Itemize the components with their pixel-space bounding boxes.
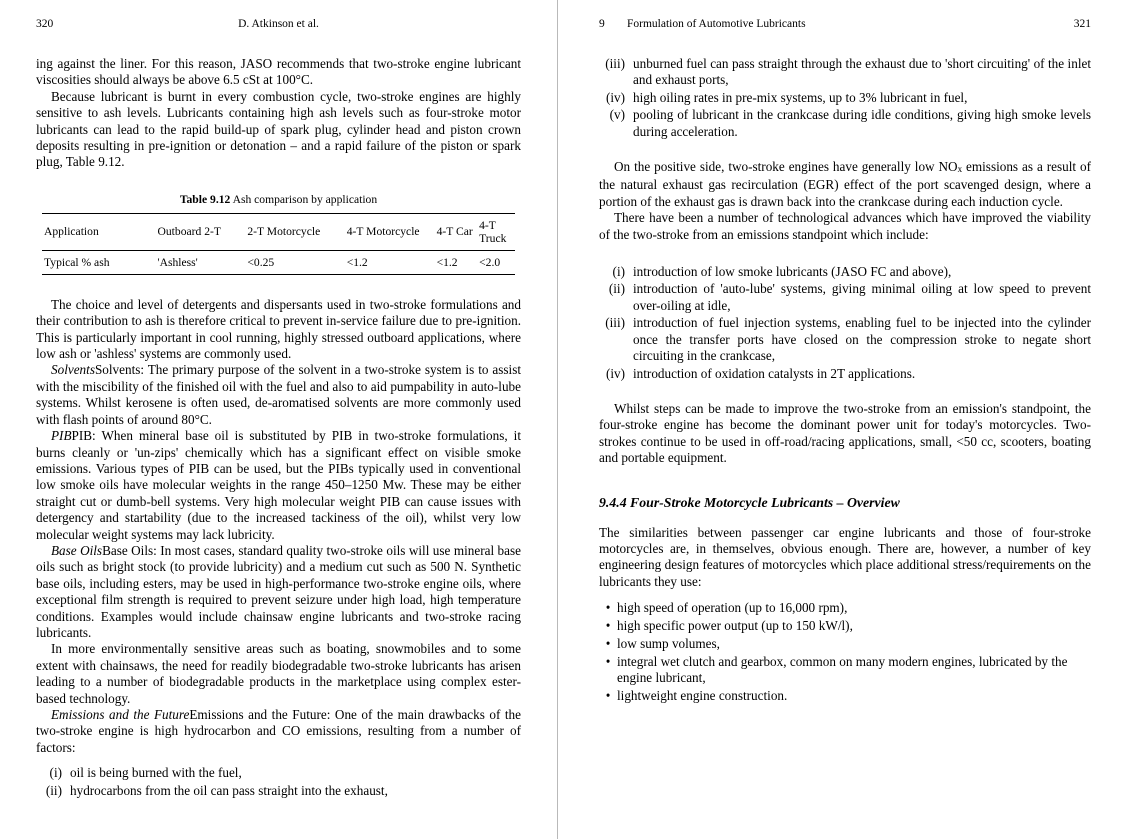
list-item-text: pooling of lubricant in the crankcase during idle conditions, giving high smoke levels during acceleration. <box>633 107 1091 139</box>
bullet-icon: • <box>605 653 611 669</box>
table-caption-number: Table 9.12 <box>179 192 231 206</box>
list-item <box>599 56 1091 89</box>
list-item <box>599 636 1091 653</box>
paragraph: The choice and level of detergents and dispersants used in two-stroke formulations and their contribution to ash is therefore critical to prevent in-service failure due to pre-ignition. This is particularly important in cool running, highly stressed outboard applications, where low ash or 'ashless' systems are commonly used. <box>36 296 521 362</box>
list-marker: (iv) <box>605 89 625 105</box>
paragraph <box>36 707 521 756</box>
list-marker: (iv) <box>605 365 625 381</box>
paragraph <box>36 428 521 543</box>
right-roman-list-top <box>599 56 1091 140</box>
bullet-icon: • <box>605 617 611 633</box>
right-page-number: 321 <box>1073 18 1091 30</box>
paragraph <box>599 159 1091 210</box>
table-cell: 'Ashless' <box>157 255 198 269</box>
list-item <box>36 783 521 799</box>
paragraph: Whilst steps can be made to improve the two-stroke from an emission's standpoint, the four-stroke engine has become the dominant power unit for today's motorcycles. Two-strokes continue to be used in off-road/racing applications, small, <50 cc, scooters, boating and portable equipment. <box>599 400 1091 466</box>
paragraph <box>36 543 521 641</box>
list-item-text: introduction of fuel injection systems, enabling fuel to be injected into the cylinder once the transfer ports have closed on the compression stroke to negate short circuiting in the crankcase, <box>633 315 1091 364</box>
term-lead: PIB <box>51 428 72 444</box>
list-item-text: integral wet clutch and gearbox, common on many modern engines, lubricated by the engine lubricant, <box>617 653 1068 686</box>
paragraph-rest: Base Oils: In most cases, standard quality two-stroke oils will use mineral base oils such as bright stock (to provide lubricity) and a medium cut such as 500 N. Synthetic base oils, including esters, may be used in high-performance two-stroke engine oils, where exceptional film strength is required to prevent seizure under high load, high temperature conditions. Examples would include chainsaw engine lubricants and two-stroke racing lubricants. <box>36 542 521 640</box>
paragraph: The similarities between passenger car engine lubricants and those of four-stroke motorcycles are, in themselves, obvious enough. There are, however, a number of key engineering design features of motorcycles which place additional stress/requirements on the lubricants they use: <box>599 524 1091 589</box>
list-item-text: high speed of operation (up to 16,000 rpm), <box>617 600 848 616</box>
bullet-icon: • <box>605 635 611 651</box>
left-running-head-title: D. Atkinson et al. <box>238 18 319 30</box>
list-marker: (iii) <box>605 315 625 331</box>
list-item-text: introduction of 'auto-lube' systems, giving minimal oiling at low speed to prevent over-oiling at idle, <box>633 281 1091 313</box>
list-item <box>599 688 1091 705</box>
section-heading: 9.4.4 Four-Stroke Motorcycle Lubricants – Overview <box>599 494 900 510</box>
list-item <box>599 107 1091 140</box>
list-item-text: lightweight engine construction. <box>617 688 788 704</box>
column-header: 4-T Truck <box>479 218 507 245</box>
list-marker: (i) <box>612 264 625 280</box>
column-header: 4-T Car <box>436 225 473 239</box>
right-running-head-title: Formulation of Automotive Lubricants <box>627 18 806 30</box>
term-lead: Solvents <box>51 362 95 378</box>
table-cell: <2.0 <box>479 255 501 269</box>
list-marker: (iii) <box>605 56 625 71</box>
paragraph: ing against the liner. For this reason, JASO recommends that two-stroke engine lubricant viscosities should always be above 6.5 cSt at 100°C. <box>36 56 521 88</box>
bullet-icon: • <box>605 600 611 616</box>
column-header: Outboard 2-T <box>157 225 221 239</box>
table-caption <box>42 193 515 206</box>
list-item <box>599 315 1091 364</box>
list-marker: (v) <box>609 107 625 123</box>
paragraph-text-nox: On the positive side, two-stroke engines have generally low $NO_x$ emissions as a result of the natural exhaust gas recirculation (EGR) effect of the port scavenged design, where a portion of the exhaust gas is drawn back into the crankcase during each induction cycle. <box>599 159 1091 209</box>
list-item <box>599 366 1091 382</box>
list-marker: (ii) <box>608 281 625 297</box>
list-item-text: unburned fuel can pass straight through the exhaust due to 'short circuiting' of the inlet and exhaust ports, <box>633 56 1091 88</box>
column-header: 2-T Motorcycle <box>247 225 321 239</box>
list-item-text: high oiling rates in pre-mix systems, up to 3% lubricant in fuel, <box>633 89 968 105</box>
ash-comparison-table <box>42 213 515 275</box>
table-cell: Typical % ash <box>44 255 110 269</box>
list-item <box>599 600 1091 617</box>
list-item-text: high specific power output (up to 150 kW/l), <box>617 617 853 633</box>
list-item-text: introduction of low smoke lubricants (JASO FC and above), <box>633 264 952 280</box>
list-item-text: hydrocarbons from the oil can pass straight into the exhaust, <box>70 782 388 798</box>
chapter-number: 9 <box>599 18 605 30</box>
left-page-number: 320 <box>36 18 54 30</box>
table-cell: <1.2 <box>346 255 368 269</box>
list-item-text: oil is being burned with the fuel, <box>70 765 242 781</box>
list-item <box>36 765 521 781</box>
term-lead: Emissions and the Future <box>51 707 190 722</box>
list-marker: (i) <box>49 765 62 781</box>
paragraph <box>36 362 521 428</box>
right-running-head <box>599 18 1091 32</box>
list-item <box>599 654 1091 688</box>
left-running-head <box>36 18 521 32</box>
left-page <box>0 0 557 839</box>
table-caption-text: Ash comparison by application <box>232 192 378 206</box>
list-item <box>599 90 1091 106</box>
table-cell: <0.25 <box>247 255 275 269</box>
page-gutter-divider <box>557 0 558 839</box>
paragraph: There have been a number of technological advances which have improved the viability of the two-stroke from an emissions standpoint which include: <box>599 210 1091 242</box>
column-header: Application <box>44 225 99 239</box>
paragraph-rest: Solvents: The primary purpose of the solvent in a two-stroke system is to assist with the miscibility of the finished oil with the fuel and also to aid pumpability in auto-lube systems. Whilst kerosene is often used, de-aromatised solvents are more commonly used with flash points of around 80°C. <box>36 362 521 427</box>
left-roman-list <box>36 765 521 799</box>
table-header-row <box>42 213 515 250</box>
right-page <box>557 0 1141 839</box>
list-item-text: low sump volumes, <box>617 635 720 651</box>
term-lead: Base Oils <box>51 542 103 558</box>
list-item-text: introduction of oxidation catalysts in 2T applications. <box>633 365 916 381</box>
paragraph-rest: Emissions and the Future: One of the main drawbacks of the two-stroke engine is high hydrocarbon and CO emissions, resulting from a number of factors: <box>36 707 521 755</box>
column-header: 4-T Motorcycle <box>346 225 420 239</box>
paragraph: In more environmentally sensitive areas such as boating, snowmobiles and to some extent with chainsaws, the need for readily biodegradable two-stroke lubricants has arisen leading to a number of biodegradable products in the marketplace using complex ester-based technology. <box>36 641 521 706</box>
right-bullet-list <box>599 600 1091 705</box>
paragraph-rest: PIB: When mineral base oil is substituted by PIB in two-stroke formulations, it burns cleanly or 'un-zips' chemically which has a significant effect on visible smoke emissions. Various types of PIB can be used, but the PIBs typically used in conventional low smoke oils have molecular weights in the range 450–1250 Mw. These may be either straight cut or dumb-bell systems. Very high molecular weight PIB can cause issues with detergency and startability (due to the increased tackiness of the oil), whilst very low molecular weight systems may lack lubricity. <box>36 428 521 542</box>
list-marker: (ii) <box>45 782 62 798</box>
list-item <box>599 264 1091 280</box>
list-item <box>599 281 1091 314</box>
right-roman-list-mid <box>599 264 1091 382</box>
table-row <box>42 250 515 274</box>
list-item <box>599 618 1091 635</box>
bullet-icon: • <box>605 688 611 704</box>
paragraph: Because lubricant is burnt in every combustion cycle, two-stroke engines are highly sensitive to ash levels. Lubricants containing high ash levels such as four-stroke motor lubricants can lead to the rapid build-up of spark plug, cylinder head and piston crown deposits resulting in pre-ignition or detonation – and a rapid failure of the piston or spark plug, Table 9.12. <box>36 88 521 170</box>
table-9-12 <box>36 193 521 275</box>
table-cell: <1.2 <box>436 255 458 269</box>
